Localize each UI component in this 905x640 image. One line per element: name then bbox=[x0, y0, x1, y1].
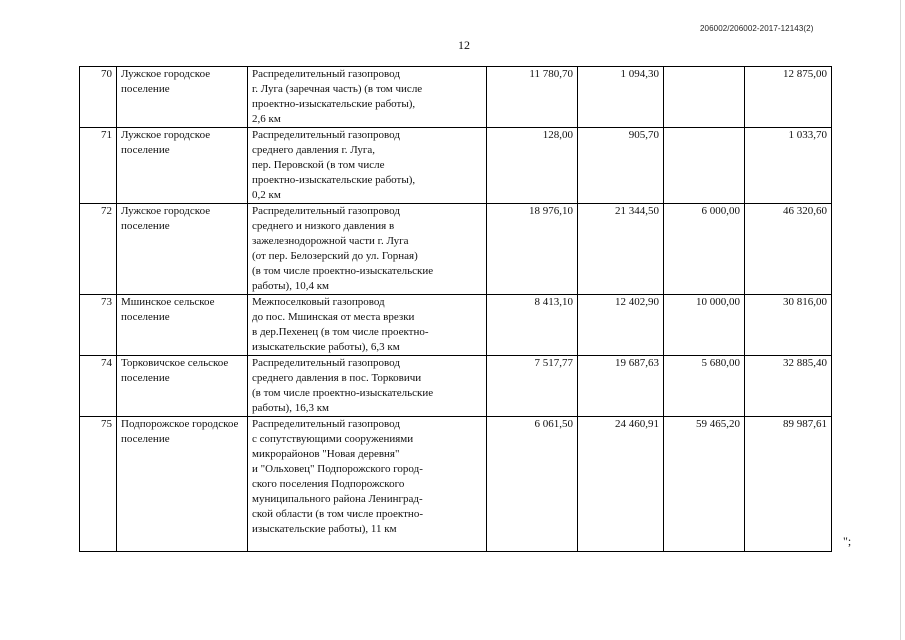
total-cell: 1 033,70 bbox=[745, 128, 832, 204]
object-description: Распределительный газопровод с сопутствующими сооружениями микрорайонов "Новая деревня" и "Ольховец" Подпорожского город- ского поселения Подпорожского муниципального района Ленинград- ской области (в том числе проектно- изыскательские работы), 11 км bbox=[248, 417, 487, 552]
settlement-name: Подпорожское городское поселение bbox=[117, 417, 248, 552]
row-number: 75 bbox=[80, 417, 117, 552]
value-cell bbox=[664, 128, 745, 204]
value-cell: 59 465,20 bbox=[664, 417, 745, 552]
gas-pipeline-table bbox=[79, 66, 832, 552]
value-cell: 12 402,90 bbox=[578, 295, 664, 356]
table-row bbox=[80, 204, 832, 295]
closing-quote-mark: "; bbox=[843, 534, 852, 548]
value-cell: 6 000,00 bbox=[664, 204, 745, 295]
settlement-name: Лужское городское поселение bbox=[117, 67, 248, 128]
object-description: Распределительный газопровод среднего давления г. Луга, пер. Перовской (в том числе проектно-изыскательские работы), 0,2 км bbox=[248, 128, 487, 204]
row-number: 74 bbox=[80, 356, 117, 417]
value-cell: 21 344,50 bbox=[578, 204, 664, 295]
settlement-name: Торковичское сельское поселение bbox=[117, 356, 248, 417]
row-number: 70 bbox=[80, 67, 117, 128]
object-description: Распределительный газопровод г. Луга (заречная часть) (в том числе проектно-изыскательские работы), 2,6 км bbox=[248, 67, 487, 128]
total-cell: 46 320,60 bbox=[745, 204, 832, 295]
row-number: 71 bbox=[80, 128, 117, 204]
value-cell: 10 000,00 bbox=[664, 295, 745, 356]
row-number: 72 bbox=[80, 204, 117, 295]
value-cell: 18 976,10 bbox=[487, 204, 578, 295]
total-cell: 12 875,00 bbox=[745, 67, 832, 128]
object-description: Распределительный газопровод среднего давления в пос. Торковичи (в том числе проектно-изыскательские работы), 16,3 км bbox=[248, 356, 487, 417]
table-row bbox=[80, 128, 832, 204]
value-cell: 7 517,77 bbox=[487, 356, 578, 417]
value-cell: 11 780,70 bbox=[487, 67, 578, 128]
settlement-name: Лужское городское поселение bbox=[117, 128, 248, 204]
object-description: Распределительный газопровод среднего и низкого давления в зажелезнодорожной части г. Луга (от пер. Белозерский до ул. Горная) (в том числе проектно-изыскательские работы), 10,4 км bbox=[248, 204, 487, 295]
value-cell: 905,70 bbox=[578, 128, 664, 204]
value-cell bbox=[664, 67, 745, 128]
table-row bbox=[80, 417, 832, 552]
table-row bbox=[80, 356, 832, 417]
document-id: 206002/206002-2017-12143(2) bbox=[700, 24, 814, 33]
scan-edge bbox=[900, 0, 901, 640]
value-cell: 8 413,10 bbox=[487, 295, 578, 356]
settlement-name: Лужское городское поселение bbox=[117, 204, 248, 295]
value-cell: 128,00 bbox=[487, 128, 578, 204]
value-cell: 5 680,00 bbox=[664, 356, 745, 417]
value-cell: 24 460,91 bbox=[578, 417, 664, 552]
page-number: 12 bbox=[458, 38, 470, 52]
total-cell: 32 885,40 bbox=[745, 356, 832, 417]
object-description: Межпоселковый газопровод до пос. Мшинская от места врезки в дер.Пехенец (в том числе проектно- изыскательские работы), 6,3 км bbox=[248, 295, 487, 356]
total-cell: 89 987,61 bbox=[745, 417, 832, 552]
value-cell: 6 061,50 bbox=[487, 417, 578, 552]
row-number: 73 bbox=[80, 295, 117, 356]
table-row bbox=[80, 295, 832, 356]
total-cell: 30 816,00 bbox=[745, 295, 832, 356]
table-row bbox=[80, 67, 832, 128]
value-cell: 19 687,63 bbox=[578, 356, 664, 417]
settlement-name: Мшинское сельское поселение bbox=[117, 295, 248, 356]
value-cell: 1 094,30 bbox=[578, 67, 664, 128]
